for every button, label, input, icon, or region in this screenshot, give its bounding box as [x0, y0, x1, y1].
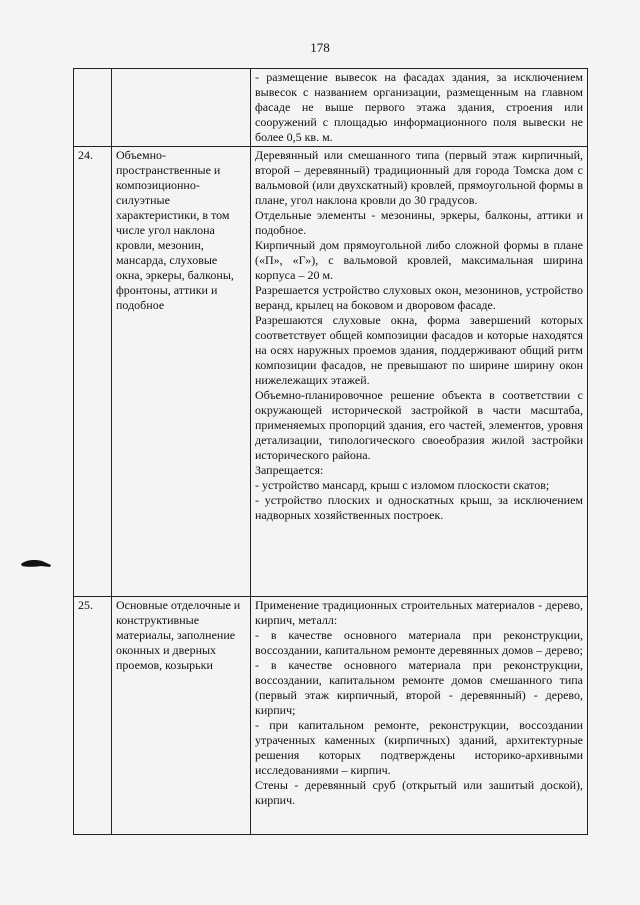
row-requirements	[251, 147, 588, 597]
requirement-paragraph: Отдельные элементы - мезонины, эркеры, балконы, аттики и подобное.	[255, 208, 583, 237]
table-row	[74, 69, 588, 147]
row-number: 24.	[74, 147, 112, 597]
requirement-paragraph: Объемно-планировочное решение объекта в соответствии с окружающей исторической застройкой в части масштаба, применяемых пропорций здания, его частей, элементов, уровня детализации, типологического своеобразия жилой застройки исторического района.	[255, 388, 583, 462]
requirement-paragraph: Разрешается устройство слуховых окон, мезонинов, устройство веранд, крылец на боковом и дворовом фасаде.	[255, 283, 583, 312]
row-number: 25.	[74, 597, 112, 835]
requirement-paragraph: Запрещается:	[255, 463, 324, 477]
arrow-mark-icon	[20, 556, 52, 572]
requirement-paragraph: - в качестве основного материала при реконструкции, воссоздании, капитальном ремонте деревянных домов – дерево;	[255, 628, 583, 657]
row-characteristic: Объемно-пространственные и композиционно-силуэтные характеристики, в том числе угол наклона кровли, мезонин, мансарда, слуховые окна, эркеры, балконы, фронтоны, аттики и подобное	[112, 147, 251, 597]
row-characteristic: Основные отделочные и конструктивные материалы, заполнение оконных и дверных проемов, козырьки	[112, 597, 251, 835]
row-requirements	[251, 69, 588, 147]
row-requirements	[251, 597, 588, 835]
table-row	[74, 597, 588, 835]
row-number	[74, 69, 112, 147]
requirement-paragraph: Кирпичный дом прямоугольной либо сложной формы в плане («П», «Г»), с вальмовой кровлей, максимальная ширина корпуса – 20 м.	[255, 238, 583, 282]
requirement-paragraph: - при капитальном ремонте, реконструкции, воссоздании утраченных каменных (кирпичных) зданий, архитектурные решения которых подтверждены историко-архивными исследованиями – кирпич.	[255, 718, 583, 777]
requirement-paragraph: Деревянный или смешанного типа (первый этаж кирпичный, второй – деревянный) традиционный для города Томска дом с вальмовой (или двухскатный) кровлей, прямоугольной формы в плане, угол наклона кровли до 30 градусов.	[255, 148, 583, 207]
requirement-paragraph: Разрешаются слуховые окна, форма завершений которых соответствует общей композиции фасадов и которые находятся на осях наружных проемов здания, поддерживают общий ритм композиции фасадов, не превышают по ширине ширину окон нижележащих этажей.	[255, 313, 583, 387]
table-row	[74, 147, 588, 597]
requirement-paragraph: - размещение вывесок на фасадах здания, за исключением вывесок с названием организации, размещенным на главном фасаде не выше первого этажа здания, строения или сооружений с площадью информационного поля вывески не более 0,5 кв. м.	[255, 70, 583, 144]
page-number: 178	[310, 40, 330, 55]
requirement-paragraph: Применение традиционных строительных материалов - дерево, кирпич, металл:	[255, 598, 583, 627]
requirement-paragraph: - в качестве основного материала при реконструкции, воссоздании, капитальном ремонте домов смешанного типа (первый этаж кирпичный, второй - деревянный) - дерево, кирпич;	[255, 658, 583, 717]
row-characteristic	[112, 69, 251, 147]
requirement-paragraph: - устройство мансард, крыш с изломом плоскости скатов;	[255, 478, 550, 492]
regulations-table	[73, 68, 588, 835]
requirement-paragraph: Стены - деревянный сруб (открытый или зашитый доской), кирпич.	[255, 778, 583, 807]
requirement-paragraph: - устройство плоских и односкатных крыш, за исключением надворных хозяйственных построек.	[255, 493, 583, 522]
